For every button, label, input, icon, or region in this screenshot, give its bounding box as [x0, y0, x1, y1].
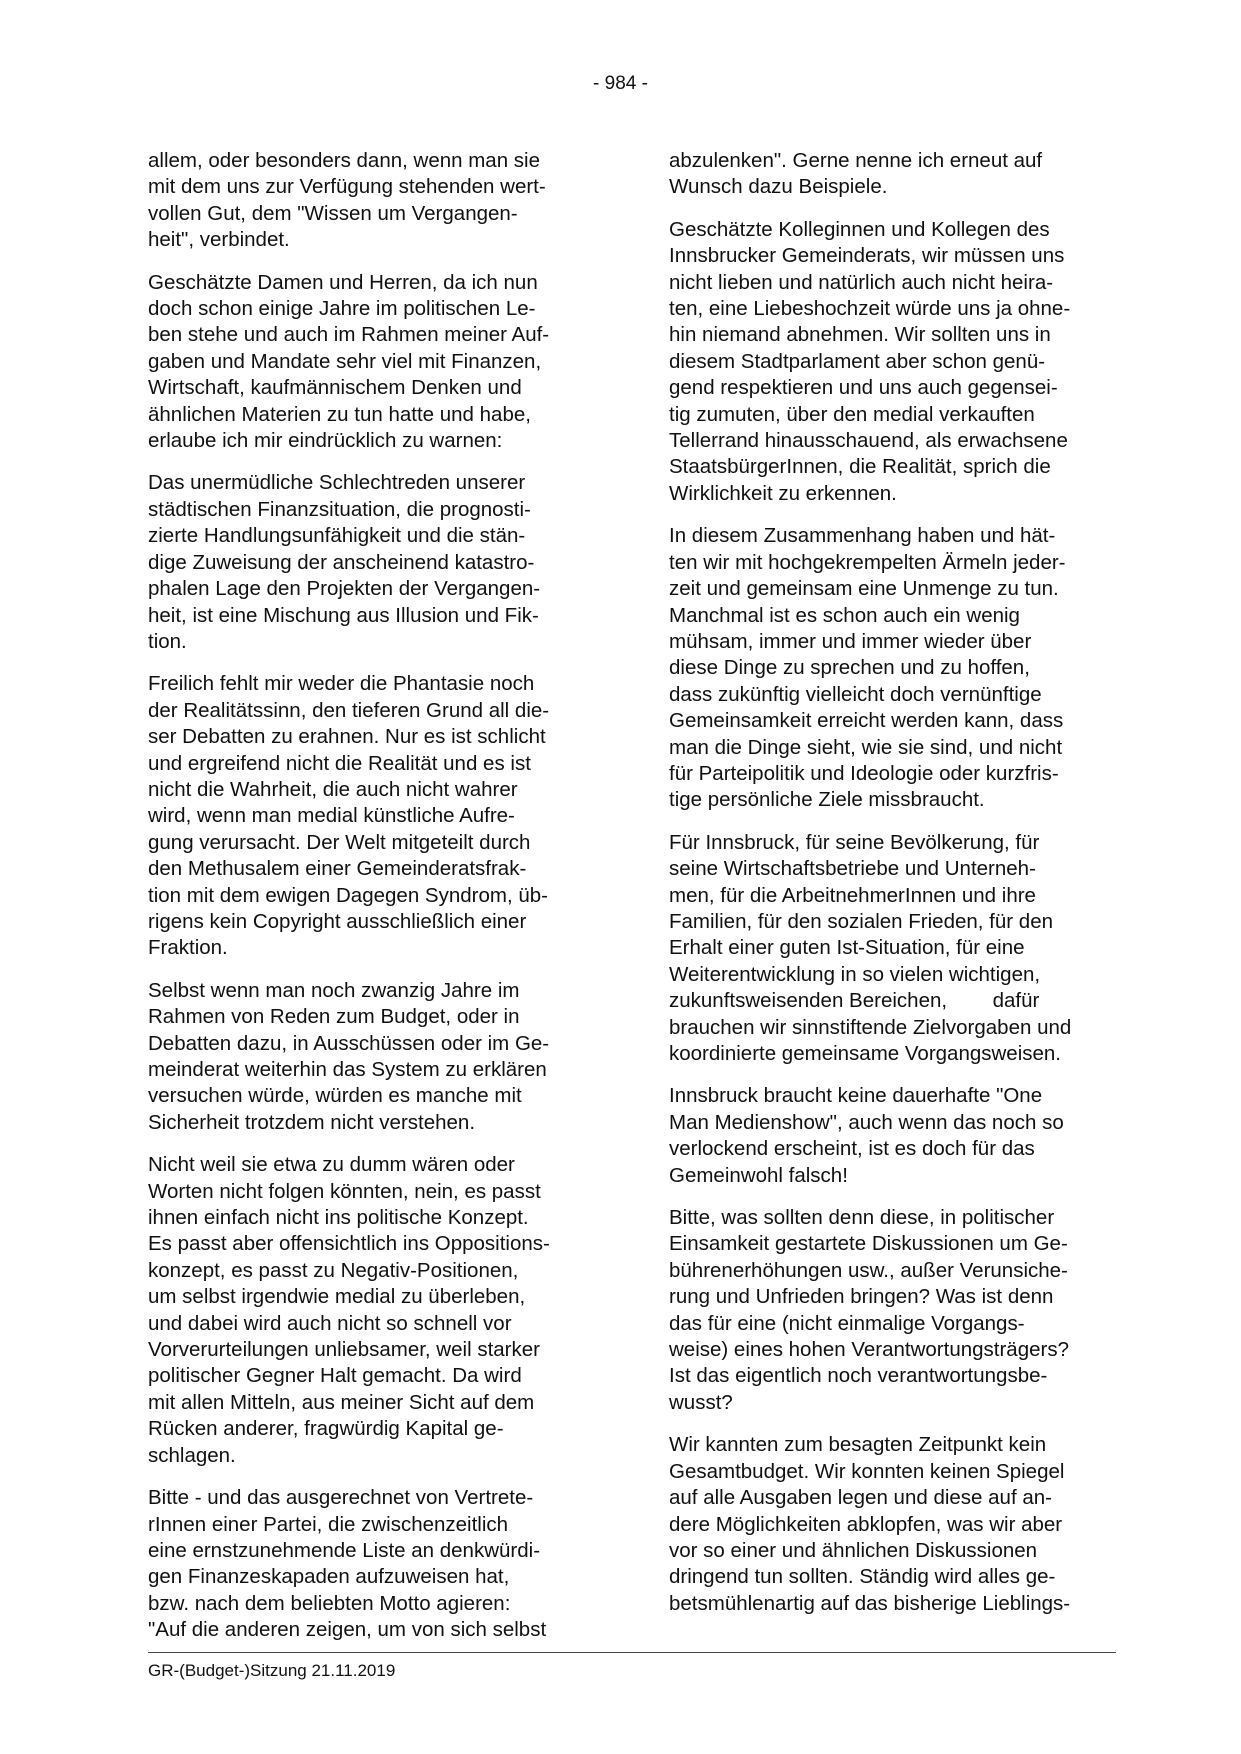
paragraph: Bitte - und das ausgerechnet von Vertrete- rInnen einer Partei, die zwischenzeitlich eine ernstzunehmende Liste an denkwürdi- gen Finanzeskapaden aufzuweisen hat, bzw. nach dem beliebten Motto agieren: "Auf die anderen zeigen, um von sich selbst [148, 1486, 547, 1642]
paragraph: In diesem Zusammenhang haben und hät- ten wir mit hochgekrempelten Ärmeln jeder- zeit und gemeinsam eine Unmenge zu tun. Manchmal ist es schon auch ein wenig mühsam, immer und immer wieder über diese Dinge zu sprechen und zu hoffen, dass zukünftig vielleicht doch vernünftige Gemeinsamkeit erreicht werden kann, dass man die Dinge sieht, wie sie sind, und nicht für Parteipolitik und Ideologie oder kurzfris- tige persönliche Ziele missbraucht. [669, 524, 1066, 812]
paragraph: Nicht weil sie etwa zu dumm wären oder Worten nicht folgen könnten, nein, es passt ihnen einfach nicht ins politische Konzept. Es passt aber offensichtlich ins Oppositions- konzept, es passt zu Negativ-Positionen, um selbst irgendwie medial zu überleben, und dabei wird auch nicht so schnell vor Vorverurteilungen unliebsamer, weil starker politischer Gegner Halt gemacht. Da wird mit allen Mitteln, aus meiner Sicht auf dem Rücken anderer, fragwürdig Kapital ge- schlagen. [148, 1153, 550, 1467]
right-column [669, 148, 1124, 1633]
paragraph: allem, oder besonders dann, wenn man sie mit dem uns zur Verfügung stehenden wert- vollen Gut, dem "Wissen um Vergangen- heit", verbindet. [148, 149, 546, 252]
paragraph: Geschätzte Kolleginnen und Kollegen des Innsbrucker Gemeinderats, wir müssen uns nicht lieben und natürlich auch nicht heira- ten, eine Liebeshochzeit würde uns ja ohne- hin niemand abnehmen. Wir sollten uns in diesem Stadtparlament aber schon genü- gend respektieren und uns auch gegensei- tig zumuten, über den medial verkauften Tellerrand hinausschauend, als erwachsene StaatsbürgerInnen, die Realität, sprich die Wirklichkeit zu erkennen. [669, 217, 1071, 505]
paragraph: Selbst wenn man noch zwanzig Jahre im Rahmen von Reden zum Budget, oder in Debatten dazu, in Ausschüssen oder im Ge- meinderat weiterhin das System zu erklären versuchen würde, würden es manche mit Sicherheit trotzdem nicht verstehen. [148, 978, 550, 1134]
paragraph: Wir kannten zum besagten Zeitpunkt kein Gesamtbudget. Wir konnten keinen Spiegel auf alle Ausgaben legen und diese auf an- dere Möglichkeiten abklopfen, was wir aber vor so einer und ähnlichen Diskussionen dringend tun sollten. Ständig wird alles ge- betsmühlenartig auf das bisherige Lieblings- [669, 1433, 1071, 1615]
paragraph: Freilich fehlt mir weder die Phantasie noch der Realitätssinn, den tieferen Grund all die- ser Debatten zu erahnen. Nur es ist schlicht und ergreifend nicht die Realität und es ist nicht die Wahrheit, die auch nicht wahrer wird, wenn man medial künstliche Aufre- gung verursacht. Der Welt mitgeteilt durch den Methusalem einer Gemeinderatsfrak- tion mit dem ewigen Dagegen Syndrom, üb- rigens kein Copyright ausschließlich einer Fraktion. [148, 672, 550, 960]
paragraph: Geschätzte Damen und Herren, da ich nun doch schon einige Jahre im politischen Le- ben stehe und auch im Rahmen meiner Auf- gaben und Mandate sehr viel mit Finanzen, Wirtschaft, kaufmännischem Denken und ähnlichen Materien zu tun hatte und habe, erlaube ich mir eindrücklich zu warnen: [148, 270, 550, 453]
paragraph: Das unermüdliche Schlechtreden unserer städtischen Finanzsituation, die prognosti- zierte Handlungsunfähigkeit und die stän- dige Zuweisung der anscheinend katastro- phalen Lage den Projekten der Vergangen- heit, ist eine Mischung aus Illusion und Fik- tion. [148, 471, 541, 653]
footer-divider [148, 1652, 1116, 1653]
paragraph: Bitte, was sollten denn diese, in politischer Einsamkeit gestartete Diskussionen um Ge- bührenerhöhungen usw., außer Verunsiche- rung und Unfrieden bringen? Was ist denn das für eine (nicht einmalige Vorgangs- weise) eines hohen Verantwortungsträgers? Ist das eigentlich noch verantwortungsbe- wusst? [669, 1206, 1069, 1414]
left-column [148, 148, 603, 1660]
paragraph: Für Innsbruck, für seine Bevölkerung, für seine Wirtschaftsbetriebe und Unterneh- men, für die ArbeitnehmerInnen und ihre Familien, für den sozialen Frieden, für den Erhalt einer guten Ist-Situation, für eine Weiterentwicklung in so vielen wichtigen, zukunftsweisenden Bereichen, dafür brauchen wir sinnstiftende Zielvorgaben und koordinierte gemeinsame Vorgangsweisen. [669, 830, 1072, 1065]
paragraph: Innsbruck braucht keine dauerhafte "One Man Medienshow", auch wenn das noch so verlockend erscheint, ist es doch für das Gemeinwohl falsch! [669, 1084, 1064, 1187]
footer-text: GR-(Budget-)Sitzung 21.11.2019 [148, 1661, 396, 1680]
paragraph: abzulenken". Gerne nenne ich erneut auf Wunsch dazu Beispiele. [669, 149, 1043, 199]
page-number: - 984 - [593, 73, 648, 94]
